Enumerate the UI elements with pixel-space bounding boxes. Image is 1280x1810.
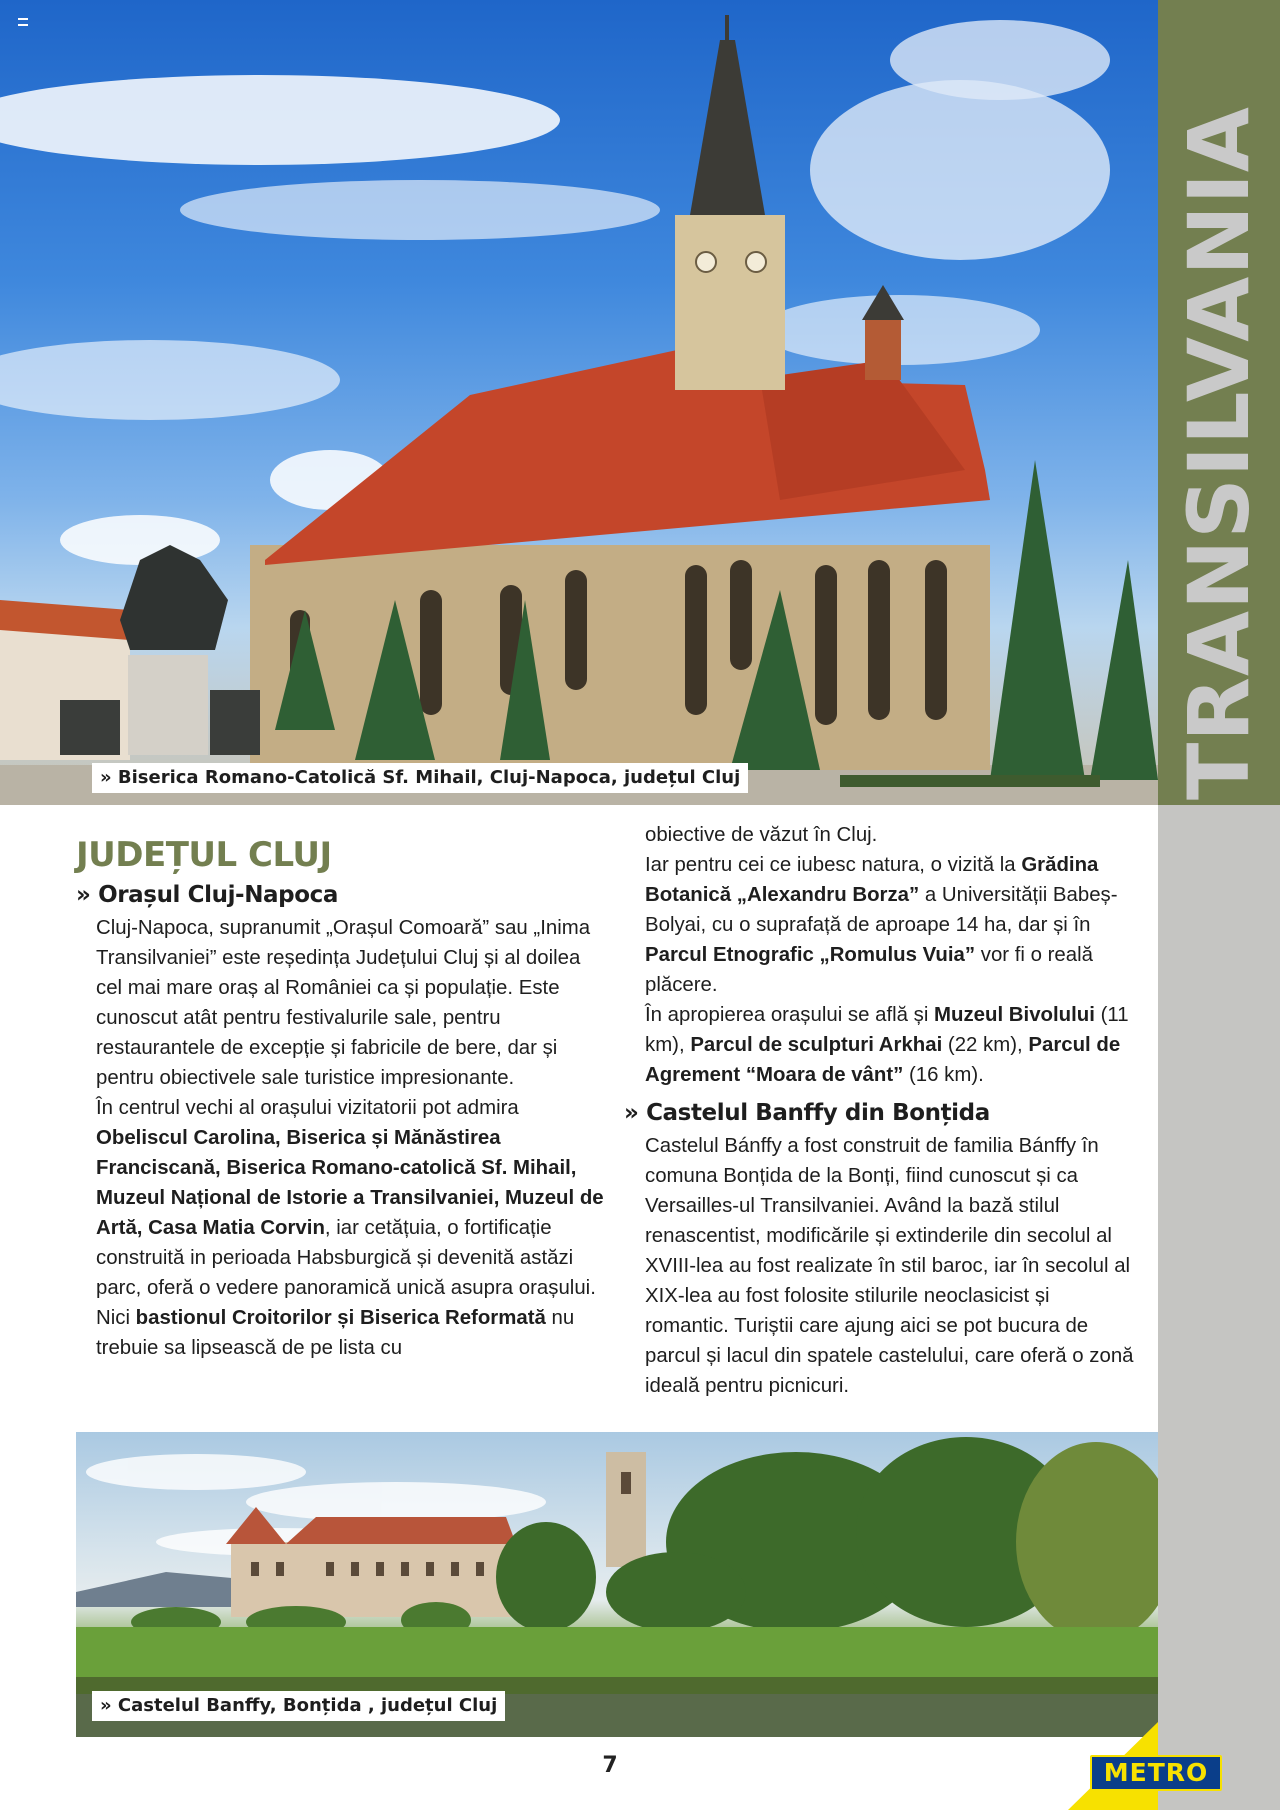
church-illustration xyxy=(0,0,1158,805)
paragraph: În centrul vechi al orașului vizitatorii pot admira Obeliscul Carolina, Biserica și Mănăstirea Franciscană, Biserica Romano-catolică Sf. Mihail, Muzeul Național de Istorie a Transilvaniei, Muzeul de Artă, Casa Matia Corvin, iar cetățuia, o fortificație construită in perioada Habsburgică și devenită astăzi parc, oferă o vedere panoramică unică asupra orașului. Nici bastionul Croitorilor și Biserica Reformată nu trebuie sa lipsească de pe lista cu xyxy=(96,1097,604,1359)
paragraph: Castelul Bánffy a fost construit de familia Bánffy în comuna Bonțida de la Bonți, fiind cunoscut și ca Versailles-ul Transilvaniei. Având la bază stilul renascentist, modificările și extinderile din secolul al XVIII-lea au fost realizate în stil baroc, iar în secolul al XIX-lea au fost folosite stilurile neoclasicist și romantic. Turiștii care ajung aici se pot bucura de parcul și lacul din spatele castelului, care oferă o zonă ideală pentru picnicuri. xyxy=(645,1135,1134,1397)
paragraph: Iar pentru cei ce iubesc natura, o vizită la Grădina Botanică „Alexandru Borza” a Universității Babeș-Bolyai, cu o suprafață de aproape 14 ha, dar și în Parcul Etnografic „Romulus Vuia” vor fi o reală plăcere. xyxy=(645,854,1118,996)
section-body-cluj-continued xyxy=(624,820,1134,1090)
section-heading-banffy: » Castelul Banffy din Bonțida xyxy=(624,1100,990,1126)
side-title: TRANSILVANIA xyxy=(1170,106,1268,800)
photo-castle-caption: » Castelul Banffy, Bonțida , județul Cluj xyxy=(92,1691,505,1721)
paragraph: În apropierea orașului se află și Muzeul Bivolului (11 km), Parcul de sculpturi Arkhai (22 km), Parcul de Agrement “Moara de vânt” (16 km). xyxy=(645,1004,1129,1086)
region-title: JUDEȚUL CLUJ xyxy=(76,835,332,875)
section-body-cluj xyxy=(76,913,606,1363)
column-right xyxy=(624,820,1134,1401)
paragraph: Cluj-Napoca, supranumit „Orașul Comoară” sau „Inima Transilvaniei” este reședința Județului Cluj și al doilea cel mai mare oraș al României ca și populație. Este cunoscut atât pentru festivalurile sale, pentru restaurantele de excepție și fabricile de bere, dar și pentru obiectivele sale turistice impresionante. xyxy=(96,917,591,1089)
section-body-banffy xyxy=(624,1131,1134,1401)
side-band-lower xyxy=(1158,805,1280,1810)
photo-church xyxy=(0,0,1158,805)
section-heading-cluj: » Orașul Cluj-Napoca xyxy=(76,882,338,908)
paragraph: obiective de văzut în Cluj. xyxy=(645,824,878,846)
metro-logo: METRO xyxy=(1090,1755,1222,1791)
column-left xyxy=(76,820,606,1363)
menu-icon xyxy=(18,18,28,26)
page-number: 7 xyxy=(602,1753,618,1778)
photo-church-caption: » Biserica Romano-Catolică Sf. Mihail, Cluj-Napoca, județul Cluj xyxy=(92,763,748,793)
